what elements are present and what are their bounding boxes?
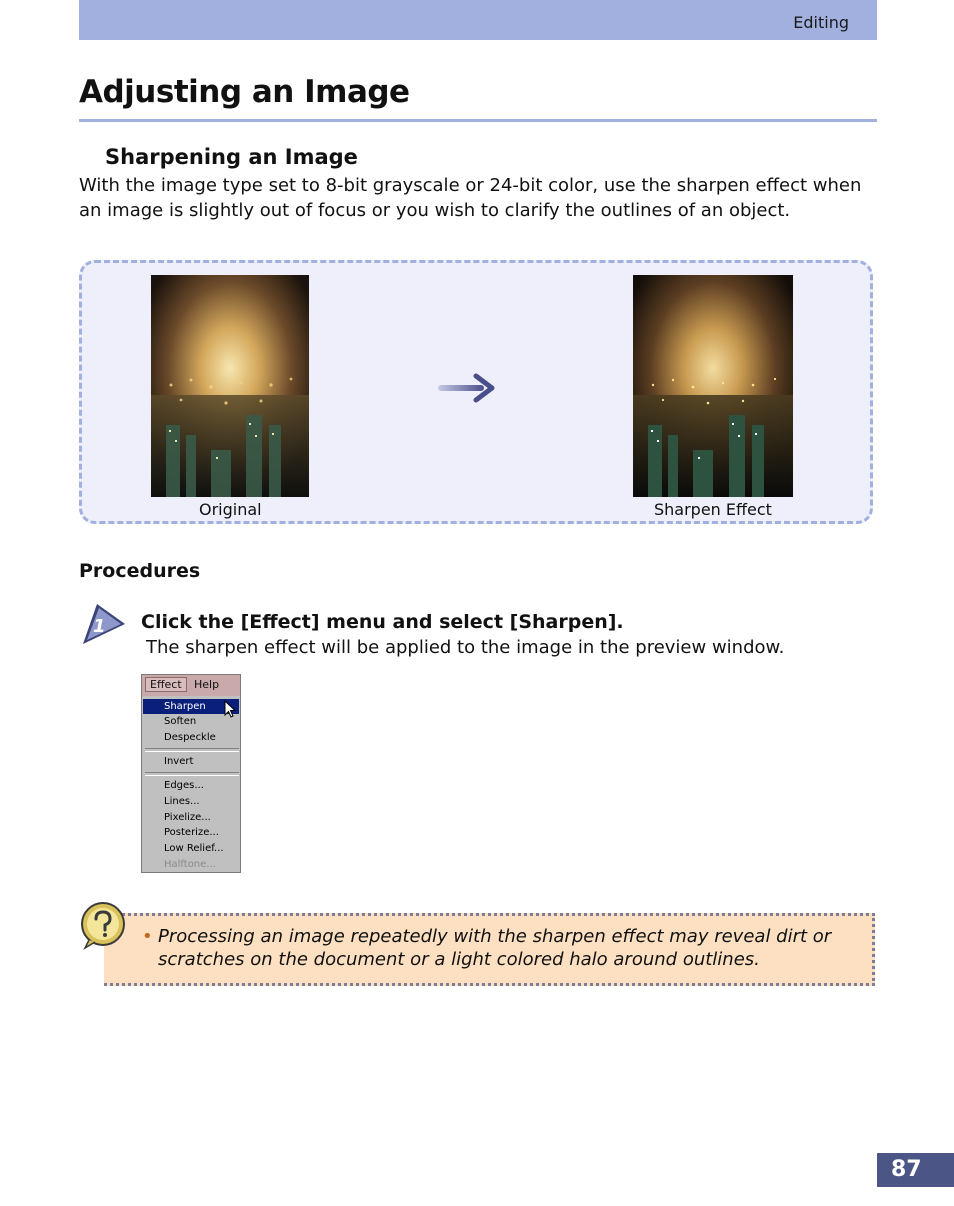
sharpened-photo: [633, 275, 793, 497]
menu-item-posterize[interactable]: Posterize...: [164, 827, 219, 838]
page-number: 87: [877, 1153, 954, 1187]
menu-item-invert[interactable]: Invert: [164, 756, 194, 767]
header-section-label: Editing: [793, 13, 849, 32]
menu-separator: [145, 748, 239, 752]
right-arrow-icon: [436, 372, 496, 404]
step-description: The sharpen effect will be applied to the image in the preview window.: [146, 637, 785, 658]
menu-item-low-relief[interactable]: Low Relief...: [164, 843, 224, 854]
original-caption: Original: [199, 500, 262, 519]
menubar-help[interactable]: Help: [194, 678, 220, 691]
note-bullet: •: [142, 926, 153, 947]
effect-menu-list: [143, 697, 239, 871]
step-title: Click the [Effect] menu and select [Sharpen].: [141, 611, 624, 633]
title-rule: [79, 119, 877, 122]
menubar-effect[interactable]: Effect: [145, 677, 187, 692]
menu-item-soften[interactable]: Soften: [164, 716, 197, 727]
mouse-pointer-icon: [224, 700, 236, 718]
section-heading: Sharpening an Image: [105, 145, 358, 169]
step-one-icon: [79, 602, 127, 646]
menu-item-despeckle[interactable]: Despeckle: [164, 732, 216, 743]
menu-item-halftone: Halftone...: [164, 859, 216, 870]
menu-item-edges[interactable]: Edges...: [164, 780, 204, 791]
header-bar: [79, 0, 877, 40]
procedures-heading: Procedures: [79, 560, 201, 582]
menu-item-pixelize[interactable]: Pixelize...: [164, 812, 211, 823]
hint-icon: [79, 902, 127, 950]
step-number: 1: [93, 616, 106, 637]
original-photo: [151, 275, 309, 497]
menu-item-lines[interactable]: Lines...: [164, 796, 200, 807]
menu-item-sharpen[interactable]: Sharpen: [143, 699, 239, 714]
page-title: Adjusting an Image: [79, 74, 410, 110]
menu-separator: [145, 772, 239, 776]
intro-paragraph: With the image type set to 8-bit grayscale or 24-bit color, use the sharpen effect when an image is slightly out of focus or you wish to clarify the outlines of an object.: [79, 175, 862, 221]
sharpen-caption: Sharpen Effect: [654, 500, 772, 519]
menubar: [142, 675, 240, 696]
note-text: Processing an image repeatedly with the sharpen effect may reveal dirt or scratches on the document or a light colored halo around outlines.: [158, 926, 832, 970]
